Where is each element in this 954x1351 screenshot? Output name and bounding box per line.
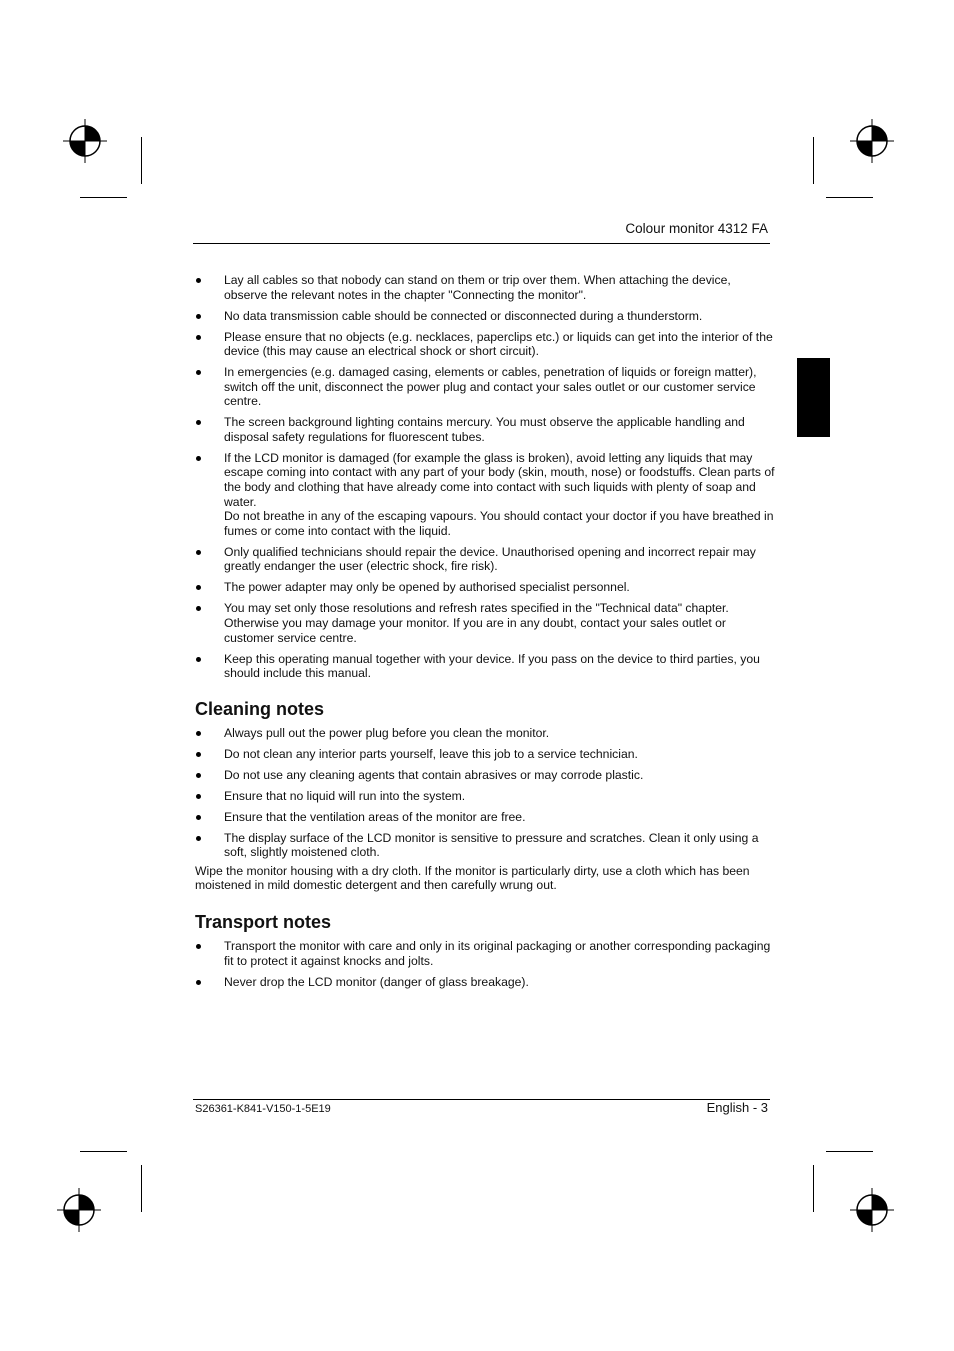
list-item: Please ensure that no objects (e.g. necklaces, paperclips etc.) or liquids can get into the interior of the device (this may cause an electrical shock or short circuit).: [195, 330, 775, 359]
list-item: Only qualified technicians should repair the device. Unauthorised opening and incorrect repair may greatly endanger the user (electric shock, fire risk).: [195, 545, 775, 574]
list-item: Keep this operating manual together with your device. If you pass on the device to third parties, you should include this manual.: [195, 652, 775, 681]
registration-mark-icon: [850, 119, 894, 163]
list-item: Do not clean any interior parts yourself, leave this job to a service technician.: [195, 747, 775, 762]
list-item: You may set only those resolutions and refresh rates specified in the "Technical data" chapter. Otherwise you may damage your monitor. If you are in any doubt, contact your sales outlet or customer service centre.: [195, 601, 775, 645]
registration-mark-icon: [850, 1188, 894, 1232]
bullet-dot: [196, 980, 201, 985]
bullet-dot: [196, 773, 201, 778]
bullet-dot: [196, 370, 201, 375]
cleaning-list: [195, 726, 775, 860]
crop-mark: [826, 1151, 873, 1152]
page-number: English - 3: [706, 1100, 768, 1115]
bullet-dot: [196, 836, 201, 841]
cleaning-heading: Cleaning notes: [195, 698, 325, 719]
list-item: The power adapter may only be opened by authorised specialist personnel.: [195, 580, 775, 595]
bullet-dot: [196, 278, 201, 283]
bullet-dot: [196, 606, 201, 611]
running-header: Colour monitor 4312 FA: [625, 221, 768, 236]
crop-mark: [80, 1151, 127, 1152]
list-item: Lay all cables so that nobody can stand on them or trip over them. When attaching the device, observe the relevant notes in the chapter "Connecting the monitor".: [195, 273, 775, 302]
crop-mark: [813, 1165, 814, 1212]
list-item: The screen background lighting contains mercury. You must observe the applicable handling and disposal safety regulations for fluorescent tubes.: [195, 415, 775, 444]
list-item: In emergencies (e.g. damaged casing, elements or cables, penetration of liquids or foreign matter), switch off the unit, disconnect the power plug and contact your sales outlet or our customer service centre.: [195, 365, 775, 409]
bullet-dot: [196, 944, 201, 949]
registration-mark-icon: [63, 119, 107, 163]
bullet-dot: [196, 815, 201, 820]
list-item: Do not use any cleaning agents that contain abrasives or may corrode plastic.: [195, 768, 775, 783]
bullet-dot: [196, 731, 201, 736]
chapter-tab: [797, 358, 830, 437]
crop-mark: [80, 197, 127, 198]
document-code: S26361-K841-V150-1-5E19: [195, 1103, 331, 1115]
bullet-dot: [196, 752, 201, 757]
cleaning-paragraph: Wipe the monitor housing with a dry cloth. If the monitor is particularly dirty, use a cloth which has been moistened in mild domestic detergent and then carefully wrung out.: [195, 863, 750, 893]
bullet-dot: [196, 335, 201, 340]
header-rule: [193, 243, 770, 244]
bullet-dot: [196, 657, 201, 662]
list-item: Ensure that no liquid will run into the system.: [195, 789, 775, 804]
bullet-dot: [196, 420, 201, 425]
crop-mark: [813, 137, 814, 184]
crop-mark: [826, 197, 873, 198]
crop-mark: [141, 137, 142, 184]
list-item: If the LCD monitor is damaged (for example the glass is broken), avoid letting any liquids that may escape coming into contact with any part of your body (skin, mouth, nose) or foodstuffs. Clean parts of the body and clothing that have already come into contact with such liquids with plenty of soap and water. Do not breathe in any of the escaping vapours. You should contact your doctor if you have breathed in fumes or come into contact with the liquid.: [195, 451, 775, 539]
list-item: Never drop the LCD monitor (danger of glass breakage).: [195, 975, 775, 990]
list-item: Transport the monitor with care and only in its original packaging or another corresponding packaging fit to protect it against knocks and jolts.: [195, 939, 775, 968]
list-item-continuation: Do not breathe in any of the escaping vapours. You should contact your doctor if you have breathed in fumes or come into contact with the liquid.: [224, 509, 774, 538]
footer-rule: [193, 1099, 770, 1100]
transport-list: [195, 939, 775, 989]
list-item: No data transmission cable should be connected or disconnected during a thunderstorm.: [195, 309, 775, 324]
bullet-dot: [196, 456, 201, 461]
list-item: The display surface of the LCD monitor is sensitive to pressure and scratches. Clean it only using a soft, slightly moistened cloth.: [195, 831, 775, 860]
list-item: Always pull out the power plug before you clean the monitor.: [195, 726, 775, 741]
registration-mark-icon: [57, 1188, 101, 1232]
page-content: [195, 273, 775, 996]
bullet-dot: [196, 314, 201, 319]
bullet-dot: [196, 585, 201, 590]
crop-mark: [141, 1165, 142, 1212]
list-item: Ensure that the ventilation areas of the monitor are free.: [195, 810, 775, 825]
safety-list: [195, 273, 775, 681]
bullet-dot: [196, 550, 201, 555]
transport-heading: Transport notes: [195, 912, 332, 933]
bullet-dot: [196, 794, 201, 799]
